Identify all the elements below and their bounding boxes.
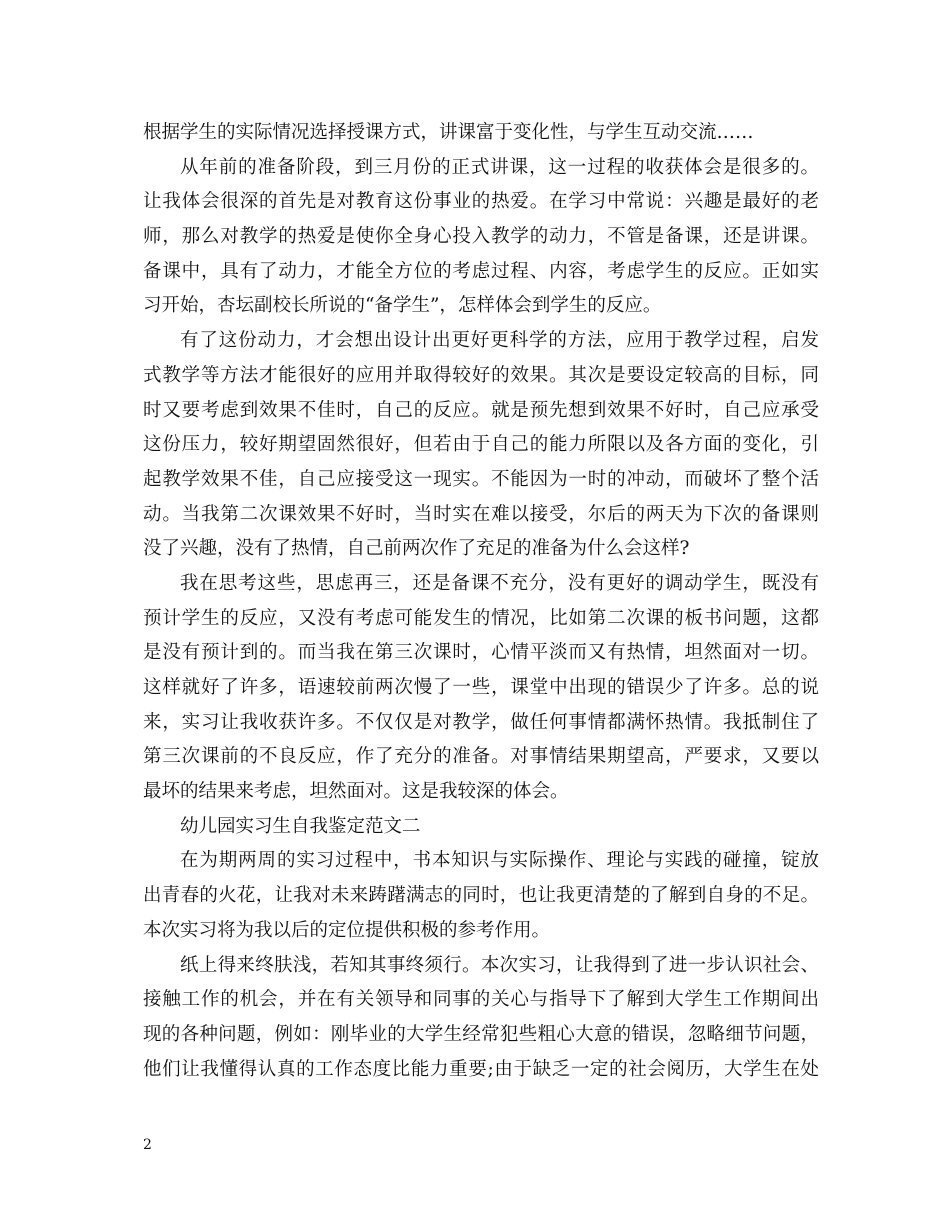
paragraph-line: 来，实习让我收获许多。不仅仅是对教学，做任何事情都满怀热情。我抵制住了 (143, 711, 819, 733)
paragraph-line: 这样就好了许多，语速较前两次慢了一些，课堂中出现的错误少了许多。总的说 (143, 677, 819, 698)
paragraph-line: 没了兴趣，没有了热情，自己前两次作了充足的准备为什么会这样? (143, 538, 690, 560)
paragraph-line: 现的各种问题，例如：刚毕业的大学生经常犯些粗心大意的错误，忽略细节问题， (143, 1023, 819, 1045)
paragraph-line: 让我体会很深的首先是对教育这份事业的热爱。在学习中常说：兴趣是最好的老 (143, 191, 819, 213)
paragraph-line: 起教学效果不佳，自己应接受这一现实。不能因为一时的冲动，而破坏了整个活 (143, 468, 819, 490)
paragraph-line: 预计学生的反应，又没有考虑可能发生的情况，比如第二次课的板书问题，这都 (143, 607, 819, 629)
paragraph-line: 根据学生的实际情况选择授课方式，讲课富于变化性，与学生互动交流…… (143, 122, 754, 143)
paragraph-line: 师，那么对教学的热爱是使你全身心投入教学的动力，不管是备课，还是讲课。 (143, 226, 819, 248)
paragraph-first-line: 幼儿园实习生自我鉴定范文二 (180, 815, 421, 837)
paragraph-line: 这份压力，较好期望固然很好，但若由于自己的能力所限以及各方面的变化，引 (143, 434, 819, 456)
paragraph-line: 第三次课前的不良反应，作了充分的准备。对事情结果期望高，严要求，又要以 (143, 746, 819, 768)
paragraph-line: 是没有预计到的。而当我在第三次课时，心情平淡而又有热情，坦然面对一切。 (143, 642, 819, 664)
document-body (143, 116, 819, 1087)
paragraph-line: 出青春的火花，让我对未来踌躇满志的同时，也让我更清楚的了解到自身的不足。 (143, 885, 819, 907)
paragraph-line: 本次实习将为我以后的定位提供积极的参考作用。 (143, 919, 551, 941)
paragraph-line: 备课中，具有了动力，才能全方位的考虑过程、内容，考虑学生的反应。正如实 (143, 260, 819, 282)
paragraph-line: 时又要考虑到效果不佳时，自己的反应。就是预先想到效果不好时，自己应承受 (143, 399, 819, 421)
paragraph-first-line: 有了这份动力，才会想出设计出更好更科学的方法，应用于教学过程，启发 (180, 330, 819, 352)
paragraph-first-line: 纸上得来终肤浅，若知其事终须行。本次实习，让我得到了进一步认识社会、 (180, 954, 819, 976)
paragraph-line: 式教学等方法才能很好的应用并取得较好的效果。其次是要设定较高的目标，同 (143, 364, 819, 386)
page-number: 2 (143, 1137, 152, 1153)
paragraph-first-line: 从年前的准备阶段，到三月份的正式讲课，这一过程的收获体会是很多的。 (180, 156, 819, 178)
paragraph-first-line: 我在思考这些，思虑再三，还是备课不充分，没有更好的调动学生，既没有 (180, 572, 819, 594)
paragraph-line: 动。当我第二次课效果不好时，当时实在难以接受，尔后的两天为下次的备课则 (143, 503, 819, 525)
paragraph-line: 接触工作的机会，并在有关领导和同事的关心与指导下了解到大学生工作期间出 (143, 989, 819, 1011)
paragraph-first-line: 在为期两周的实习过程中，书本知识与实际操作、理论与实践的碰撞，锭放 (180, 850, 819, 872)
paragraph-line: 他们让我懂得认真的工作态度比能力重要;由于缺乏一定的社会阅历，大学生在处 (143, 1058, 819, 1080)
paragraph-line: 最坏的结果来考虑，坦然面对。这是我较深的体会。 (143, 781, 569, 803)
paragraph-line: 习开始，杏坛副校长所说的“备学生”，怎样体会到学生的反应。 (143, 295, 662, 317)
